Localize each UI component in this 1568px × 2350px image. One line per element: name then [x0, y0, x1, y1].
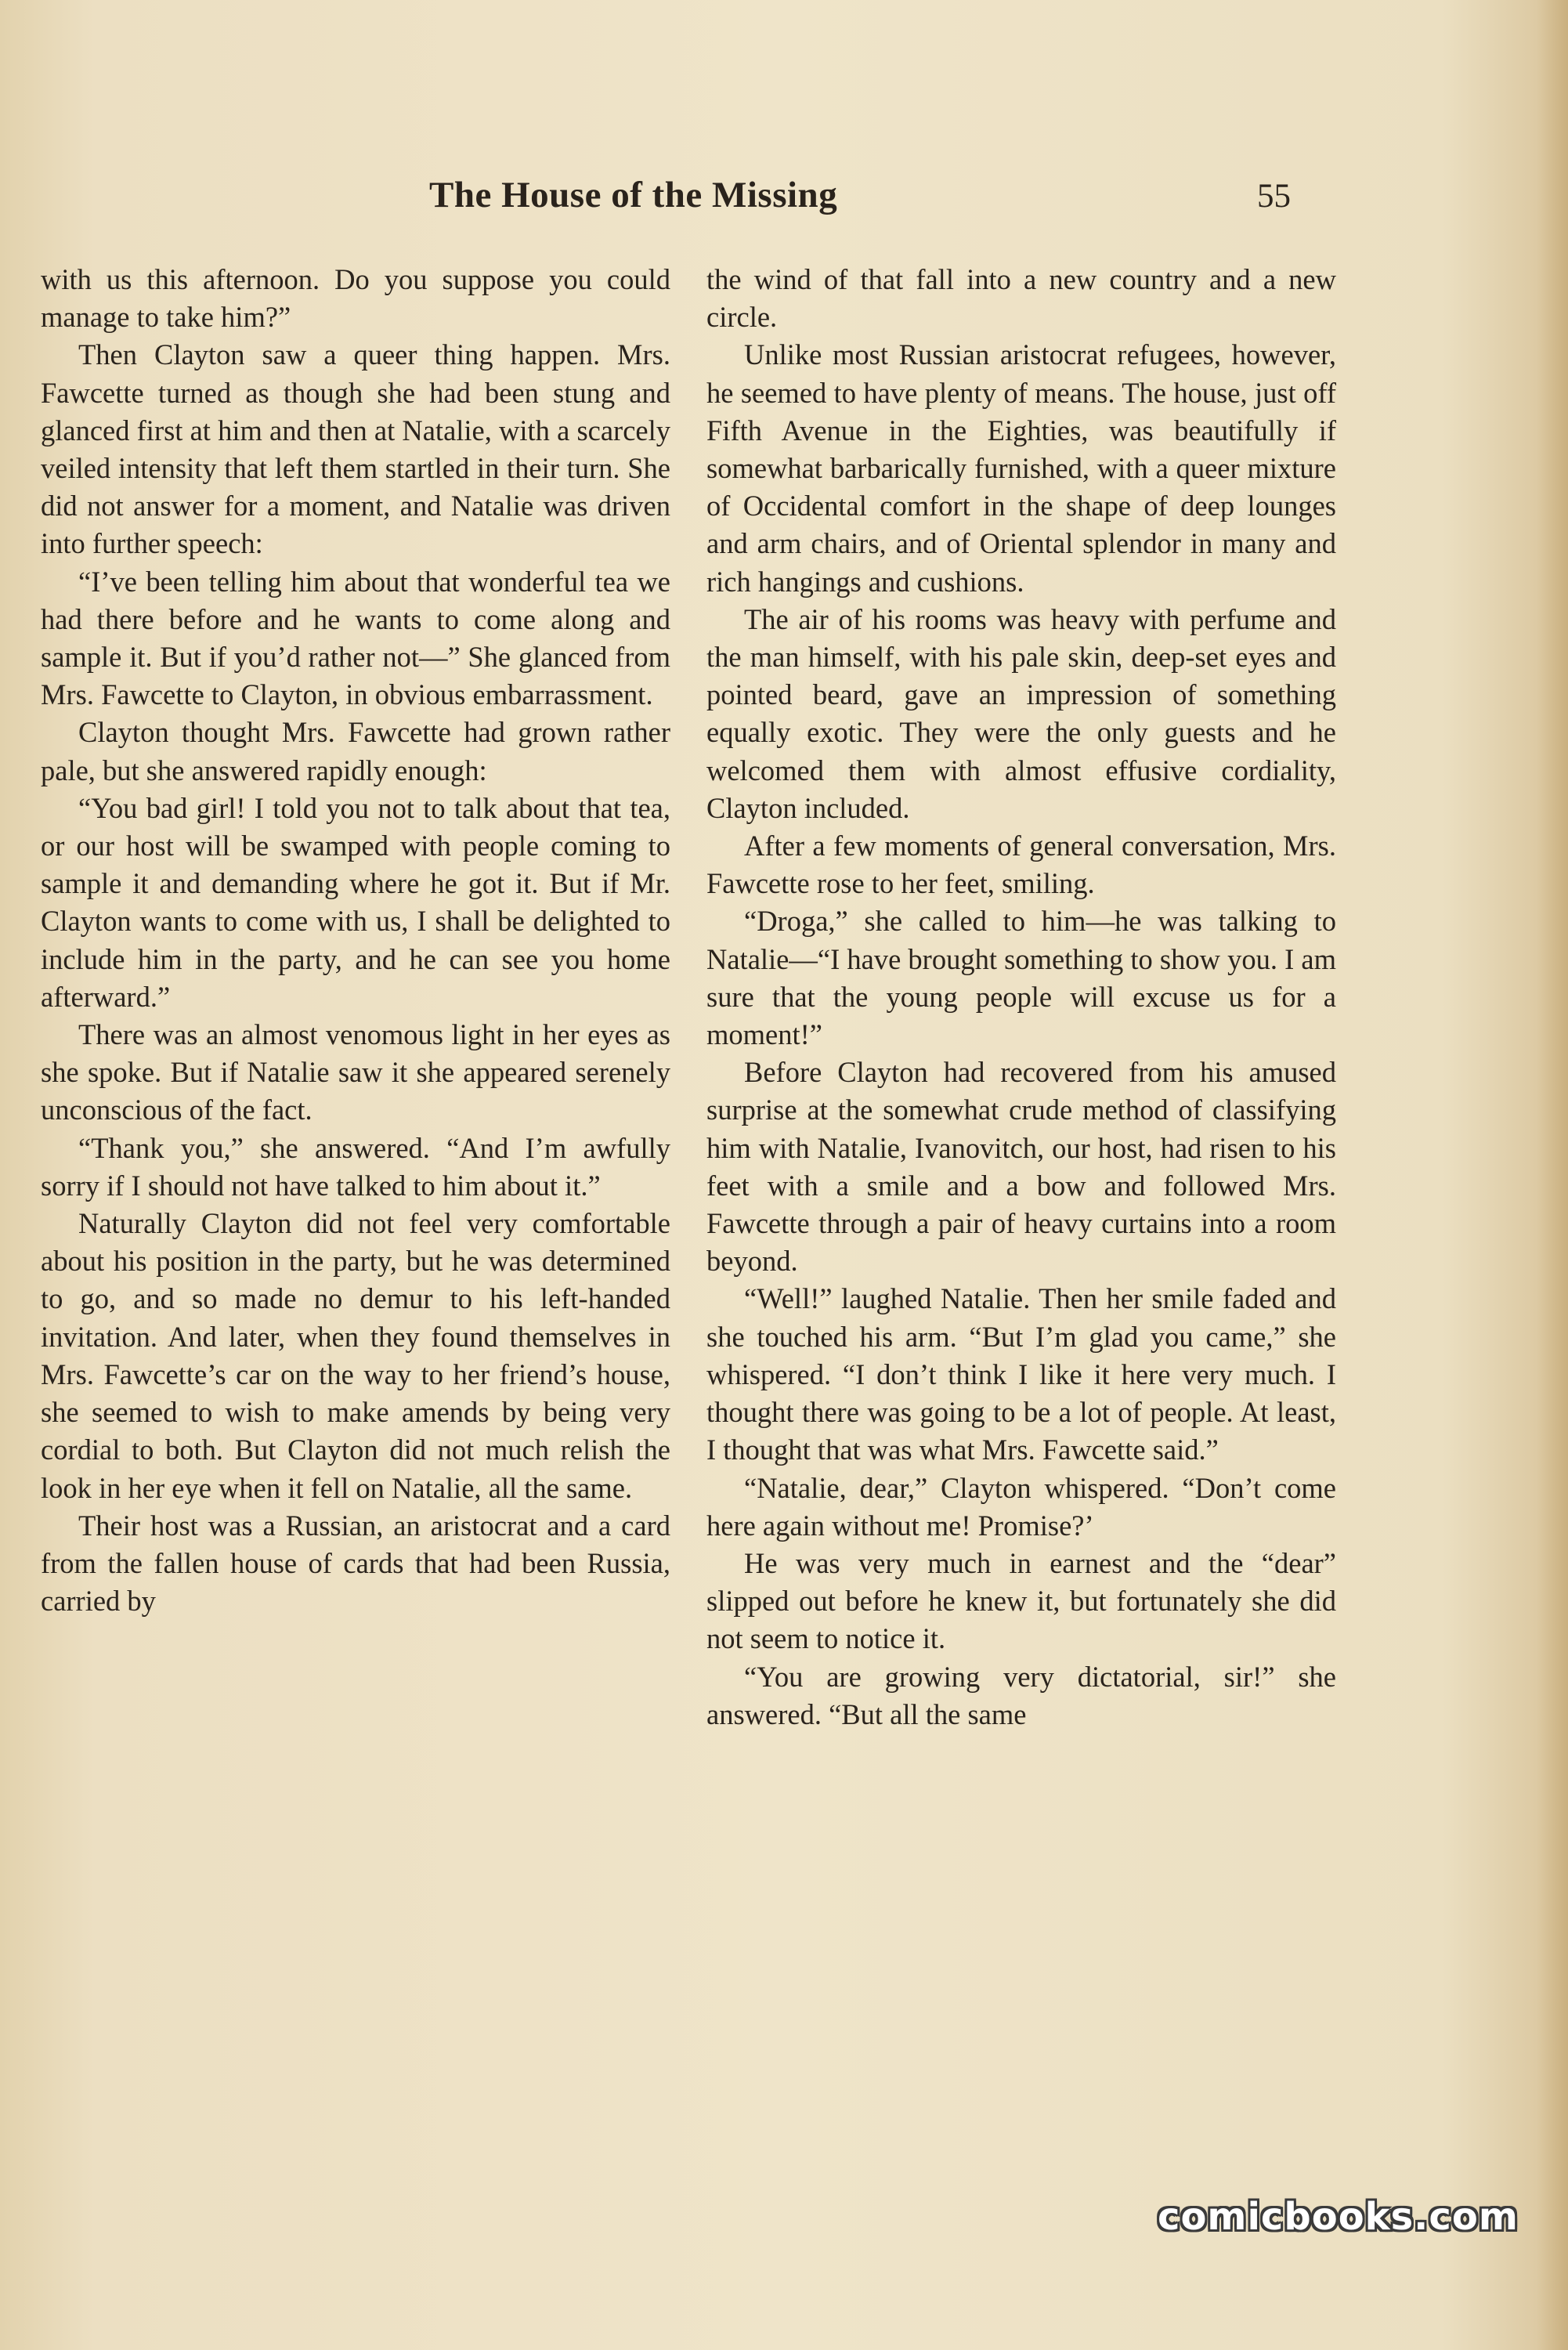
paragraph: with us this afternoon. Do you suppose you could manage to take him?”: [41, 263, 670, 334]
paragraph: “You are growing very dictatorial, sir!” she answered. “But all the same: [706, 1660, 1336, 1730]
paragraph: He was very much in earnest and the “dear” slipped out before he knew it, but fortunately she did not seem to notice it.: [706, 1546, 1336, 1655]
running-title: The House of the Missing: [429, 175, 838, 215]
paragraph: “Natalie, dear,” Clayton whispered. “Don’t come here again without me! Promise?’: [706, 1471, 1336, 1542]
paragraph: There was an almost venomous light in her eyes as she spoke. But if Natalie saw it she appeared serenely unconscious of the fact.: [41, 1018, 670, 1126]
right-column: [706, 261, 1336, 1734]
left-column: [41, 261, 670, 1620]
paragraph: the wind of that fall into a new country and a new circle.: [706, 263, 1336, 334]
paragraph: Unlike most Russian aristocrat refugees, however, he seemed to have plenty of means. The house, just off Fifth Avenue in the Eighties, was beautifully if somewhat barbarically furnished, with a queer mixture of Occidental comfort in the shape of deep lounges and arm chairs, and of Oriental splendor in many and rich hangings and cushions.: [706, 338, 1336, 598]
watermark: comicbooks.com: [1158, 2195, 1519, 2239]
paragraph: “Well!” laughed Natalie. Then her smile faded and she touched his arm. “But I’m glad you came,” she whispered. “I don’t think I like it here very much. I thought there was going to be a lot of people. At least, I thought that was what Mrs. Fawcette said.”: [706, 1282, 1336, 1466]
paragraph: Then Clayton saw a queer thing happen. Mrs. Fawcette turned as though she had been stung and glanced first at him and then at Natalie, with a scarcely veiled intensity that left them startled in their turn. She did not answer for a moment, and Natalie was driven into further speech:: [41, 338, 670, 560]
page-number: 55: [1257, 178, 1291, 215]
paragraph: Their host was a Russian, an aristocrat and a card from the fallen house of cards that had been Russia, carried by: [41, 1509, 670, 1618]
paragraph: Naturally Clayton did not feel very comfortable about his position in the party, but he was determined to go, and so made no demur to his left-handed invitation. And later, when they found themselves in Mrs. Fawcette’s car on the way to her friend’s house, she seemed to wish to make amends by being very cordial to both. But Clayton did not much relish the look in her eye when it fell on Natalie, all the same.: [41, 1207, 670, 1504]
paragraph: “Thank you,” she answered. “And I’m awfully sorry if I should not have talked to him about it.”: [41, 1131, 670, 1202]
paragraph: The air of his rooms was heavy with perfume and the man himself, with his pale skin, deep-set eyes and pointed beard, gave an impression of something equally exotic. They were the only guests and he welcomed them with almost effusive cordiality, Clayton included.: [706, 602, 1336, 824]
paragraph: After a few moments of general conversation, Mrs. Fawcette rose to her feet, smiling.: [706, 830, 1336, 900]
page-spine-shadow: [1537, 0, 1568, 2350]
paragraph: “You bad girl! I told you not to talk about that tea, or our host will be swamped with people coming to sample it and demanding where he got it. But if Mr. Clayton wants to come with us, I shall be delighted to include him in the party, and he can see you home afterward.”: [41, 791, 670, 1013]
paragraph: Before Clayton had recovered from his amused surprise at the somewhat crude method of classifying him with Natalie, Ivanovitch, our host, had risen to his feet with a smile and a bow and followed Mrs. Fawcette through a pair of heavy curtains into a room beyond.: [706, 1056, 1336, 1278]
page-header: [0, 174, 1568, 224]
paragraph: “Droga,” she called to him—he was talking to Natalie—“I have brought something to show you. I am sure that the young people will excuse us for a moment!”: [706, 905, 1336, 1051]
paragraph: “I’ve been telling him about that wonderful tea we had there before and he wants to come along and sample it. But if you’d rather not—” She glanced from Mrs. Fawcette to Clayton, in obvious embarrassment.: [41, 565, 670, 711]
paragraph: Clayton thought Mrs. Fawcette had grown rather pale, but she answered rapidly enough:: [41, 716, 670, 786]
